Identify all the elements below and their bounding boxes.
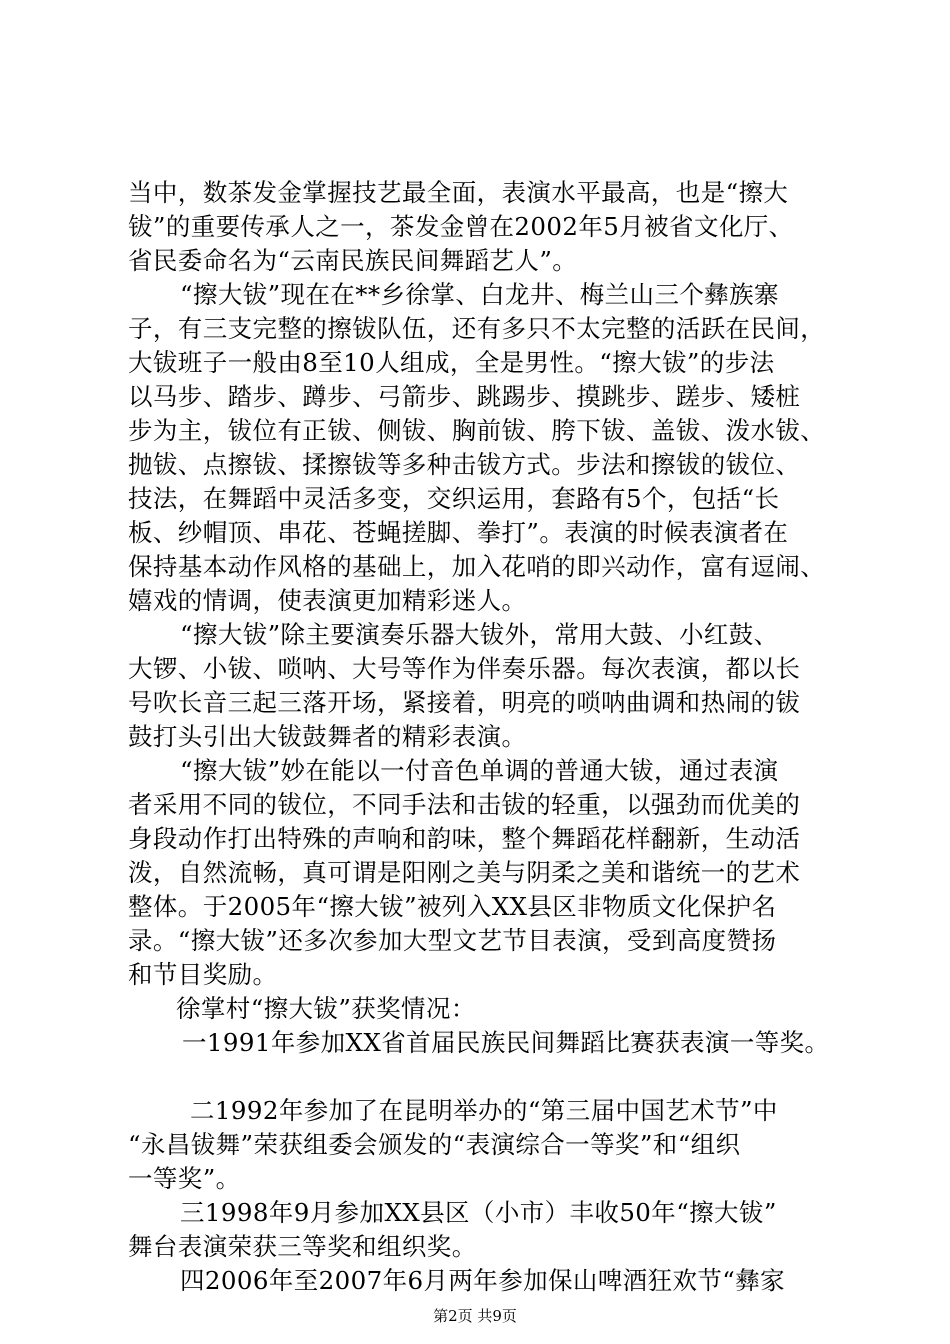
text-line: 身段动作打出特殊的声响和韵味，整个舞蹈花样翻新，生动活 [128,824,801,853]
text-line: 大钹班子一般由8至10人组成，全是男性。“擦大钹”的步法 [128,348,775,377]
text-line: 技法，在舞蹈中灵活多变，交织运用，套路有5个，包括“长 [128,484,780,513]
text-line: “擦大钹”除主要演奏乐器大钹外，常用大鼓、小红鼓、 [180,620,779,649]
text-line: “永昌钹舞”荣获组委会颁发的“表演综合一等奖”和“组织 [128,1130,741,1159]
text-line: 整体。于2005年“擦大钹”被列入XX县区非物质文化保护名 [128,892,777,921]
text-line: 四2006年至2007年6月两年参加保山啤酒狂欢节“彝家 [180,1266,786,1295]
text-line: 以马步、踏步、蹲步、弓箭步、跳踢步、摸跳步、蹉步、矮桩 [128,382,801,411]
text-line: 鼓打头引出大钹鼓舞者的精彩表演。 [128,722,527,751]
text-line: 省民委命名为“云南民族民间舞蹈艺人”。 [128,246,578,275]
text-line: 子，有三支完整的擦钹队伍，还有多只不太完整的活跃在民间， [128,314,826,343]
text-line: 一等奖”。 [128,1164,241,1193]
text-line: 大锣、小钹、唢呐、大号等作为伴奏乐器。每次表演，都以长 [128,654,801,683]
text-line: 一1991年参加XX省首届民族民间舞蹈比赛获表演一等奖。 [182,1028,830,1057]
text-line: 保持基本动作风格的基础上，加入花哨的即兴动作，富有逗闹、 [128,552,826,581]
text-line: 录。“擦大钹”还多次参加大型文艺节目表演，受到高度赞扬 [128,926,777,955]
text-line: 板、纱帽顶、串花、苍蝇搓脚、拳打”。表演的时候表演者在 [128,518,789,547]
text-line: 钹”的重要传承人之一，茶发金曾在2002年5月被省文化厅、 [128,212,794,241]
text-line: 步为主，钹位有正钹、侧钹、胸前钹、胯下钹、盖钹、泼水钹、 [128,416,826,445]
text-line: 嬉戏的情调，使表演更加精彩迷人。 [128,586,527,615]
text-line: 号吹长音三起三落开场，紧接着，明亮的唢呐曲调和热闹的钹 [128,688,801,717]
text-line: 徐掌村“擦大钹”获奖情况： [176,994,476,1023]
text-line: 三1998年9月参加XX县区（小市）丰收50年“擦大钹” [180,1198,777,1227]
text-line: 泼，自然流畅，真可谓是阳刚之美与阴柔之美和谐统一的艺术 [128,858,801,887]
text-line: 抛钹、点擦钹、揉擦钹等多种击钹方式。步法和擦钹的钹位、 [128,450,801,479]
text-line: 二1992年参加了在昆明举办的“第三届中国艺术节”中 [190,1096,778,1125]
text-line: 和节目奖励。 [128,960,278,989]
page-footer: 第2页 共9页 [433,1307,517,1325]
text-line: 当中，数茶发金掌握技艺最全面，表演水平最高，也是“擦大 [128,178,789,207]
text-line: “擦大钹”妙在能以一付音色单调的普通大钹，通过表演 [180,756,779,785]
text-line: 舞台表演荣获三等奖和组织奖。 [128,1232,477,1261]
text-line: 者采用不同的钹位，不同手法和击钹的轻重，以强劲而优美的 [128,790,801,819]
text-line: “擦大钹”现在在**乡徐掌、白龙井、梅兰山三个彝族寨 [180,280,779,309]
